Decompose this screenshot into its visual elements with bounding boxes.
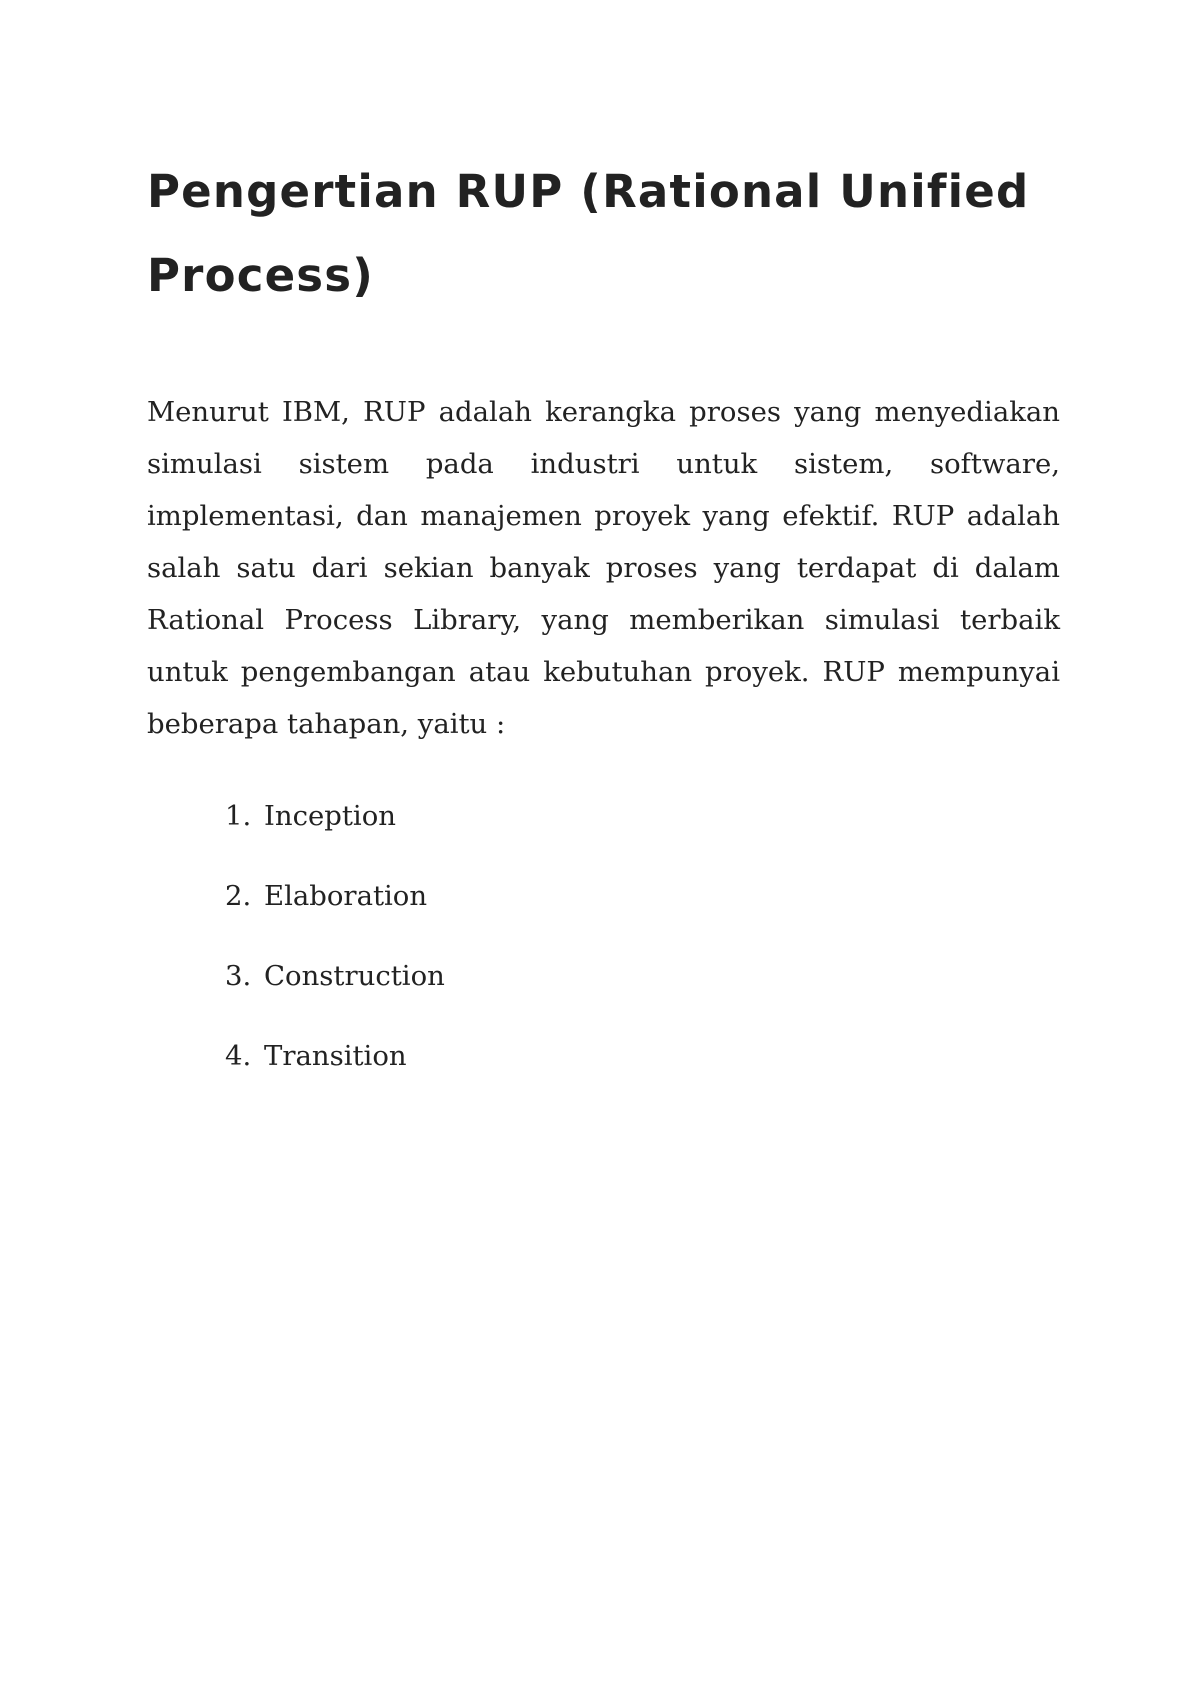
list-item-inception bbox=[225, 796, 1060, 836]
list-item-number: 4. bbox=[225, 1040, 252, 1072]
intro-paragraph: Menurut IBM, RUP adalah kerangka proses yang menyediakan simulasi sistem pada industri untuk sistem, software, implementasi, dan manajemen proyek yang efektif. RUP adalah salah satu dari sekian banyak proses yang terdapat di dalam Rational Process Library, yang memberikan simulasi terbaik untuk pengembangan atau kebutuhan proyek. RUP mempunyai beberapa tahapan, yaitu : bbox=[147, 396, 1060, 740]
list-item-number: 2. bbox=[225, 880, 252, 912]
document-content bbox=[147, 150, 1060, 1116]
document-title: Pengertian RUP (Rational Unified Process) bbox=[147, 165, 1030, 302]
list-item-transition bbox=[225, 1036, 1060, 1076]
list-item-label: Inception bbox=[264, 800, 396, 832]
list-item-label: Elaboration bbox=[264, 880, 428, 912]
list-item-label: Transition bbox=[264, 1040, 407, 1072]
rup-phase-list bbox=[147, 796, 1060, 1076]
list-item-elaboration bbox=[225, 876, 1060, 916]
list-item-number: 3. bbox=[225, 960, 252, 992]
list-item-construction bbox=[225, 956, 1060, 996]
list-item-label: Construction bbox=[264, 960, 445, 992]
list-item-number: 1. bbox=[225, 800, 252, 832]
